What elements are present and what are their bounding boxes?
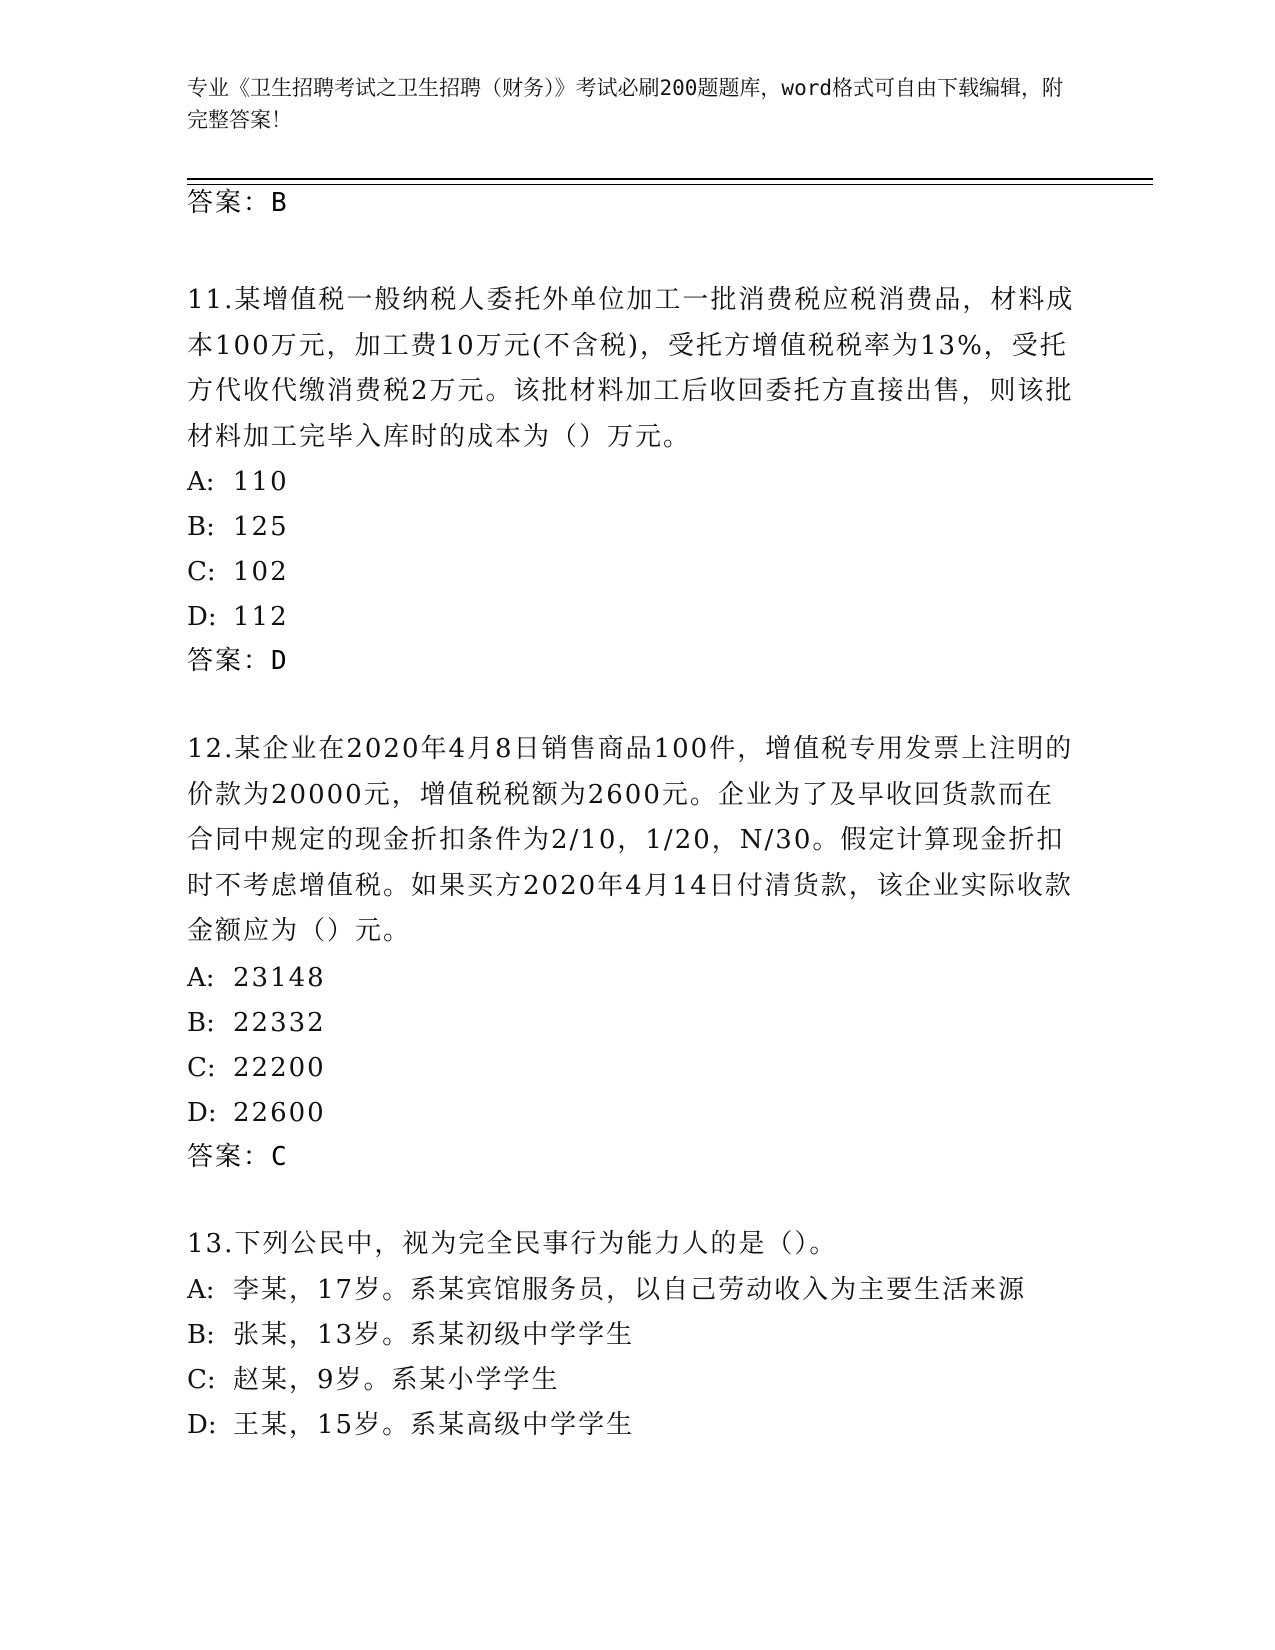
option-letter: C: [187,1053,216,1083]
option-letter: A: [187,963,215,993]
option-letter: D: [187,602,217,632]
question-12-text: 12.某企业在2020年4月8日销售商品100件，增值税专用发票上注明的价款为20000元，增值税税额为2600元。企业为了及早收回货款而在合同中规定的现金折扣条件为2/10，1/20，N/30。假定计算现金折扣时不考虑增值税。如果买方2020年4月14日付清货款，该企业实际收款金额应为（）元。 [187,734,1074,946]
option-text: 110 [233,467,289,497]
option-text: 李某，17岁。系某宾馆服务员，以自己劳动收入为主要生活来源 [233,1275,1027,1305]
option-text: 22200 [233,1053,326,1083]
answer-line [187,183,287,223]
question-12-option-b [187,1001,326,1046]
question-13-text: 13.下列公民中，视为完全民事行为能力人的是（）。 [187,1229,838,1259]
answer-value: C [271,1142,287,1172]
question-11-option-b [187,505,289,550]
option-letter: C: [187,1365,216,1395]
answer-label: 答案： [187,1142,272,1172]
question-11-option-d [187,595,289,640]
option-text: 王某，15岁。系某高级中学学生 [233,1410,635,1440]
question-13-option-d [187,1403,634,1448]
question-11-option-c [187,550,289,595]
header-divider-thick [187,178,1153,180]
option-text: 125 [233,512,289,542]
question-12-option-d [187,1091,326,1136]
question-11-text: 11.某增值税一般纳税人委托外单位加工一批消费税应税消费品，材料成本100万元，加工费10万元(不含税)，受托方增值税税率为13%，受托方代收代缴消费税2万元。该批材料加工后收回委托方直接出售，则该批材料加工完毕入库时的成本为（）万元。 [187,285,1075,452]
option-letter: B: [187,512,215,542]
option-text: 102 [233,557,289,587]
option-text: 张某，13岁。系某初级中学学生 [233,1320,635,1350]
question-13-option-c [187,1358,560,1403]
option-letter: C: [187,557,216,587]
question-11-option-a [187,460,289,505]
answer-value: B [271,188,287,218]
question-13-option-b [187,1313,634,1358]
answer-value: D [271,646,287,676]
document-header: 专业《卫生招聘考试之卫生招聘（财务）》考试必刷200题题库，word格式可自由下载编辑，附完整答案！ [187,76,1063,132]
answer-label: 答案： [187,188,272,218]
option-text: 赵某，9岁。系某小学学生 [233,1365,560,1395]
option-letter: A: [187,1275,215,1305]
header-divider-thin [187,184,1153,185]
question-13-option-a [187,1268,1026,1313]
question-12-option-a [187,956,326,1001]
question-12-answer [187,1137,287,1177]
question-11-answer [187,641,287,681]
option-letter: B: [187,1320,215,1350]
option-letter: A: [187,467,215,497]
option-letter: D: [187,1098,217,1128]
option-text: 22600 [233,1098,326,1128]
option-text: 23148 [233,963,326,993]
option-letter: B: [187,1008,215,1038]
option-text: 22332 [233,1008,326,1038]
option-text: 112 [233,602,289,632]
option-letter: D: [187,1410,217,1440]
answer-label: 答案： [187,646,272,676]
question-12-option-c [187,1046,326,1091]
